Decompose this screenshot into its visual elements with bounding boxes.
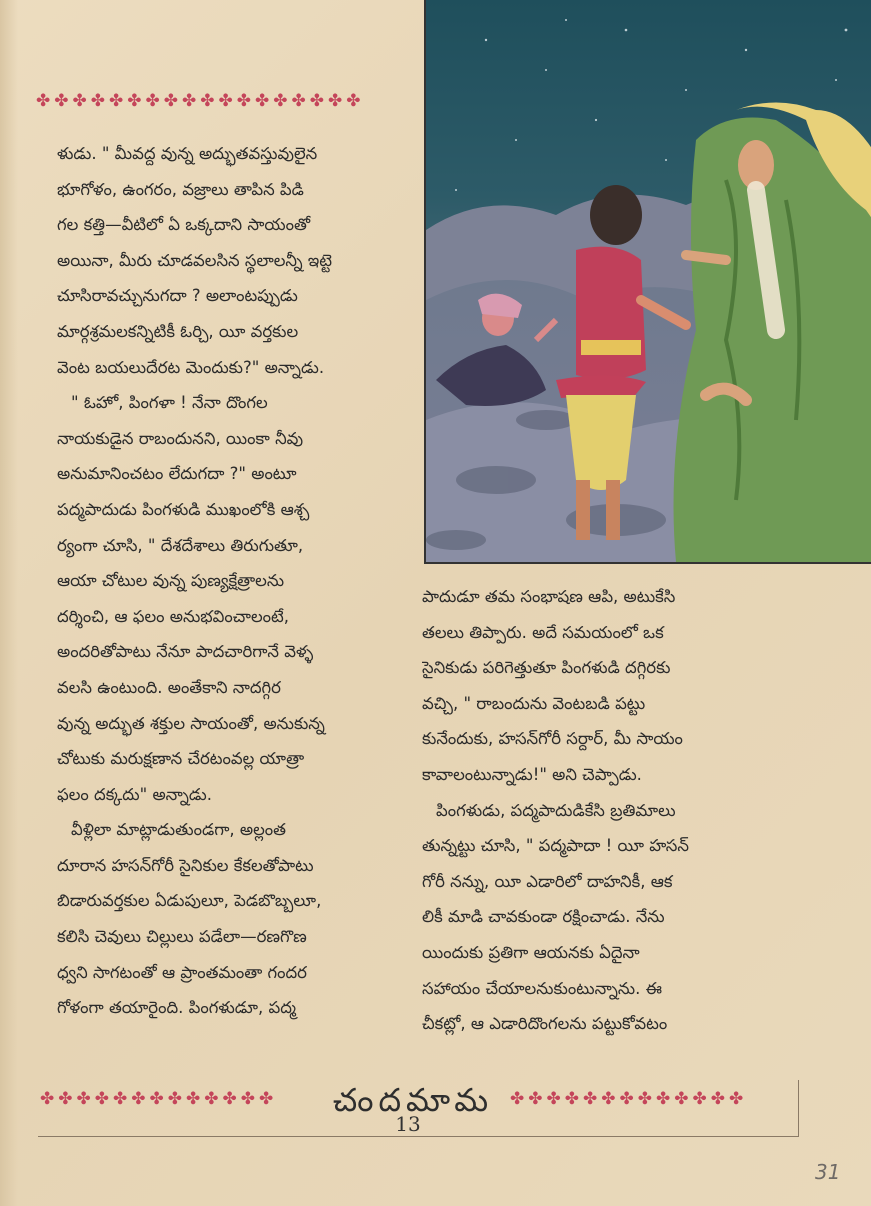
- text-line: ధ్వని సాగటంతో ఆ ప్రాంతమంతా గందర: [57, 962, 307, 982]
- text-line: ళుడు. " మీవద్ద వున్న అద్భుతవస్తువులైన: [57, 144, 318, 163]
- text-line: అనుమానించటం లేదుగదా ?" అంటూ: [57, 464, 297, 484]
- handwritten-margin-note: 31: [815, 1160, 841, 1184]
- story-illustration: [424, 0, 871, 564]
- page-number: 13: [395, 1112, 421, 1136]
- footer-left-decorative-border: ✤ ✤ ✤ ✤ ✤ ✤ ✤ ✤ ✤ ✤ ✤ ✤ ✤: [40, 1089, 275, 1109]
- text-line: కునేందుకు, హసన్‌గోరీ సర్దార్, మీ సాయం: [422, 729, 683, 749]
- text-line: వలసి ఉంటుంది. అంతేకాని నాదగ్గిర: [57, 677, 281, 697]
- text-line: అయినా, మీరు చూడవలసిన స్థలాలన్నీ ఇట్టె: [57, 250, 332, 270]
- text-line: చీకట్లో, ఆ ఎడారిదొంగలను పట్టుకోవటం: [422, 1014, 668, 1034]
- page-edge-shadow: [0, 0, 18, 1206]
- text-line: చూసిరావచ్చునుగదా ? అలాంటప్పుడు: [57, 286, 298, 306]
- text-line: యిందుకు ప్రతిగా ఆయనకు ఏదైనా: [422, 942, 640, 962]
- text-line: కలిసి చెవులు చిల్లులు పడేలా—రణగొణ: [57, 927, 307, 947]
- text-line: గల కత్తి—వీటిలో ఏ ఒక్కదాని సాయంతో: [57, 215, 311, 235]
- text-line: వెంట బయలుదేరట మెందుకు?" అన్నాడు.: [57, 357, 325, 377]
- text-line: అందరితోపాటు నేనూ పాదచారిగానే వెళ్ళ: [57, 642, 314, 662]
- text-line: నాయకుడైన రాబందునని, యింకా నీవు: [57, 428, 304, 448]
- text-line: ఆయా చోటుల వున్న పుణ్యక్షేత్రాలను: [57, 571, 285, 591]
- text-line: దూరాన హసన్‌గోరీ సైనికుల కేకలతోపాటు: [57, 855, 314, 875]
- text-line: ఫలం దక్కదు" అన్నాడు.: [57, 784, 213, 804]
- text-line: వీళ్లిలా మాట్లాడుతుండగా, అల్లంత: [71, 820, 287, 840]
- magazine-name: చందమామ: [332, 1081, 494, 1119]
- text-line: ర్యంగా చూసి, " దేశదేశాలు తిరుగుతూ,: [57, 535, 304, 555]
- right-text-column: [422, 579, 794, 1042]
- text-line: పింగళుడు, పద్మపాదుడికేసి బ్రతిమాలు: [436, 800, 676, 820]
- text-line: గోళంగా తయారైంది. పింగళుడూ, పద్మ: [57, 998, 297, 1018]
- text-line: పద్మపాదుడు పింగళుడి ముఖంలోకి ఆశ్చ: [57, 499, 310, 519]
- top-decorative-border: ✤ ✤ ✤ ✤ ✤ ✤ ✤ ✤ ✤ ✤ ✤ ✤ ✤ ✤ ✤ ✤ ✤ ✤: [36, 91, 362, 111]
- text-line: మార్గశ్రమలకన్నిటికీ ఓర్చి, యీ వర్తకుల: [57, 321, 299, 341]
- text-line: తున్నట్టు చూసి, " పద్మపాదా ! యీ హసన్: [422, 836, 689, 856]
- text-line: కావాలంటున్నాడు!" అని చెప్పాడు.: [422, 764, 642, 784]
- text-line: గోరీ నన్ను, యీ ఎడారిలో దాహనికీ, ఆక: [422, 871, 673, 891]
- text-line: పాదుడూ తమ సంభాషణ ఆపి, అటుకేసి: [422, 587, 676, 606]
- text-line: లికీ మాడి చావకుండా రక్షించాడు. నేను: [422, 907, 665, 927]
- text-line: చోటుకు మరుక్షణాన చేరటంవల్ల యాత్రా: [57, 749, 305, 769]
- text-line: భూగోళం, ఉంగరం, వజ్రాలు తాపిన పిడి: [57, 179, 304, 199]
- text-line: వున్న అద్భుత శక్తుల సాయంతో, అనుకున్న: [57, 713, 325, 733]
- text-line: " ఓహో, పింగళా ! నేనా దొంగల: [71, 393, 268, 413]
- night-desert-scene-image: [426, 0, 871, 562]
- text-line: తలలు తిప్పారు. అదే సమయంలో ఒక: [422, 622, 664, 642]
- left-text-column: [57, 136, 402, 1026]
- text-line: దర్శించి, ఆ ఫలం అనుభవించాలంటే,: [57, 606, 289, 626]
- text-line: సైనికుడు పరిగెత్తుతూ పింగళుడి దగ్గిరకు: [422, 658, 671, 678]
- text-line: బిడారువర్తకుల ఏడుపులూ, పెడబొబ్బలూ,: [57, 891, 322, 911]
- footer-right-decorative-border: ✤ ✤ ✤ ✤ ✤ ✤ ✤ ✤ ✤ ✤ ✤ ✤ ✤: [510, 1089, 745, 1109]
- text-line: సహాయం చేయాలనుకుంటున్నాను. ఈ: [422, 978, 663, 998]
- text-line: వచ్చి, " రాబందును వెంటబడి పట్టు: [422, 693, 646, 713]
